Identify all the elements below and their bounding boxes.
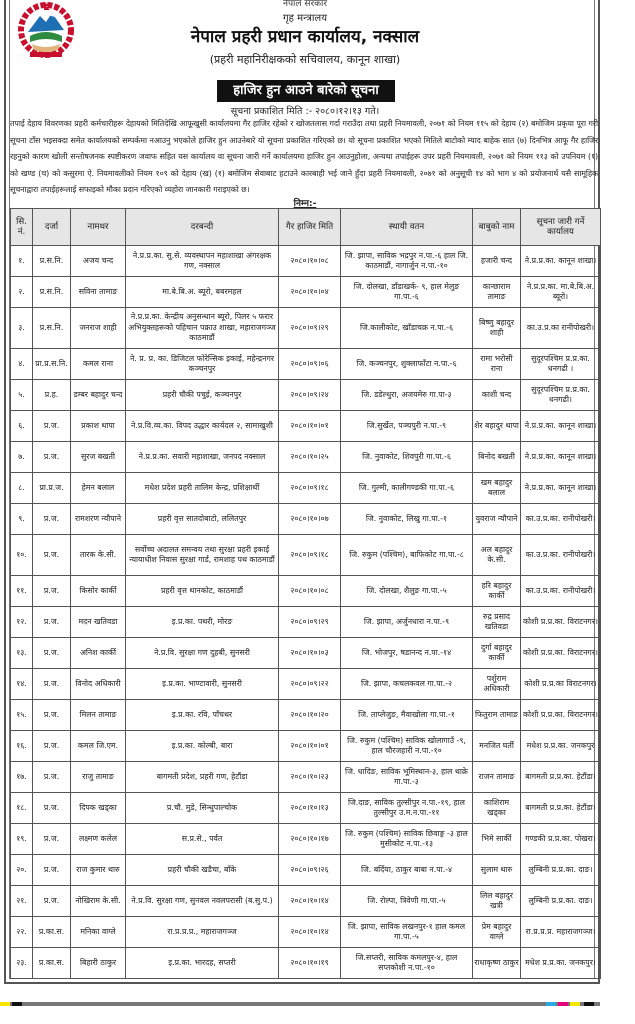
cell-rank: प्र.स.नि. — [33, 246, 71, 277]
cell-issuing-office: ने.प्र.प्र.का. कानून शाखा। — [521, 442, 601, 473]
table-row — [11, 948, 601, 979]
cell-issuing-office: कोशी प्र.प्र.का विराटनगर। — [521, 669, 601, 700]
cell-rank: प्र.ज. — [33, 607, 71, 638]
cell-father-name: रुद्र प्रसाद खतिवडा — [473, 607, 521, 638]
cell-serial: २२. — [11, 917, 33, 948]
print-mark — [546, 1002, 556, 1006]
cell-issuing-office: ने.प्र.प्र.का. कानून शाखा। — [521, 246, 601, 277]
list-heading: निम्न:- — [293, 199, 317, 209]
cell-name: किसोर कार्की — [71, 576, 126, 607]
cell-issuing-office: कोशी प्र.प्र.का. विराटनगर। — [521, 607, 601, 638]
cell-rank: प्र.का.स. — [33, 948, 71, 979]
cell-serial: १८. — [11, 793, 33, 824]
cell-father-name: मनजित घर्ती — [473, 731, 521, 762]
cell-permanent-address: जि.सप्तरी, साविक कमलपुर-४, हाल सप्तकोशी न.पा.-१० — [341, 948, 473, 979]
cell-posting: प्रहरी चौकी खडैचा, बाँके — [126, 855, 279, 886]
cell-rank: प्र.स.नि. — [33, 277, 71, 308]
cell-absent-date: २०८०।१०।०१ — [279, 411, 341, 442]
cell-father-name: प्रेम बहादुर वाग्ले — [473, 917, 521, 948]
cell-issuing-office: का.उ.प्र.का. रानीपोखरी। — [521, 576, 601, 607]
cell-father-name: दुर्गा बहादुर कार्की — [473, 638, 521, 669]
cell-name: जनराज शाही — [71, 308, 126, 349]
cell-rank: प्र.ज. — [33, 886, 71, 917]
cell-name: मिलन तामाङ — [71, 700, 126, 731]
table-row — [11, 277, 601, 308]
cell-absent-date: २०८०।१०।१७ — [279, 824, 341, 855]
cell-posting: प्रहरी वृत्त थानकोट, काठमाडौं — [126, 576, 279, 607]
cell-father-name: लिल बहादुर खत्री — [473, 886, 521, 917]
publish-date: सूचना प्रकाशित मिति :- २०८०।१२।१३ गते। — [230, 106, 380, 117]
cell-issuing-office: कोशी प्र.प्र.का. विराटनगर। — [521, 700, 601, 731]
cell-rank: प्र.ज. — [33, 504, 71, 535]
cell-father-name: काशी चन्द — [473, 380, 521, 411]
notice-title: हाजिर हुन आउने बारेको सूचना — [217, 80, 395, 102]
cell-permanent-address: जि. कञ्चनपुर, शुक्लाफाँटा न.पा.-६ — [341, 349, 473, 380]
cell-rank: प्र.ज. — [33, 442, 71, 473]
cell-rank: प्र.ज. — [33, 855, 71, 886]
cell-serial: २. — [11, 277, 33, 308]
cell-permanent-address: जि.कालीकोट, खाँडाचक्र न.पा.-६ — [341, 308, 473, 349]
cell-serial: २३. — [11, 948, 33, 979]
cell-rank: प्र.ह. — [33, 380, 71, 411]
table-row — [11, 917, 601, 948]
cell-name: लक्ष्मण कलेल — [71, 824, 126, 855]
cell-name: प्रकाश थापा — [71, 411, 126, 442]
cell-rank: प्र.ज. — [33, 793, 71, 824]
cell-absent-date: २०८०।०९।२२ — [279, 669, 341, 700]
cell-father-name: हजारी चन्द — [473, 246, 521, 277]
cell-name: रामशरण न्यौपाने — [71, 504, 126, 535]
cell-absent-date: २०८०।१०।०७ — [279, 504, 341, 535]
table-row — [11, 442, 601, 473]
col-rank: दर्जा — [33, 209, 71, 246]
cell-serial: १२. — [11, 607, 33, 638]
cell-rank: प्र.ज. — [33, 576, 71, 607]
cell-issuing-office: लुम्बिनी प्र.प्र.का. दाङ। — [521, 855, 601, 886]
cell-posting: बागमती प्रदेश, प्रहरी गण, हेटौंडा — [126, 762, 279, 793]
cell-father-name: राजन तामाङ — [473, 762, 521, 793]
cell-posting: प्रहरी वृत्त सातदोबाटो, ललितपुर — [126, 504, 279, 535]
cell-name: दिपक खड्का — [71, 793, 126, 824]
cell-absent-date: २०८०।०९।२९ — [279, 607, 341, 638]
cell-father-name: खम बहादुर बलाल — [473, 473, 521, 504]
table-row — [11, 308, 601, 349]
cell-permanent-address: जि. रुकुम (पश्चिम) साविक छिवाङ्ग -३ हाल मुसीकोट न.पा.-१३ — [341, 824, 473, 855]
table-row — [11, 380, 601, 411]
cell-rank: प्रा.प्र.स.नि. — [33, 349, 71, 380]
cell-father-name: युवराज न्यौपाने — [473, 504, 521, 535]
cell-permanent-address: जि.सुर्खेत, पञ्चपुरी न.पा.-९ — [341, 411, 473, 442]
cell-issuing-office: कोशी प्र.प्र.का. विराटनगर। — [521, 638, 601, 669]
cell-name: राजु तामाङ — [71, 762, 126, 793]
print-mark — [0, 1002, 10, 1006]
cell-name: डम्बर बहादुर चन्द — [71, 380, 126, 411]
print-mark — [570, 1002, 580, 1006]
cell-father-name: बिनोद बखती — [473, 442, 521, 473]
cell-absent-date: २०८०।१०।१४ — [279, 917, 341, 948]
col-name: नामथर — [71, 209, 126, 246]
cell-serial: २०. — [11, 855, 33, 886]
cell-permanent-address: जि. गुल्मी, कालीगण्डकी गा.पा.-६ — [341, 473, 473, 504]
cell-father-name: पर्शुराम अधिकारी — [473, 669, 521, 700]
cell-absent-date: २०८०।१०।१३ — [279, 793, 341, 824]
cell-posting: प्रहरी चौकी पचुई, कञ्चनपुर — [126, 380, 279, 411]
cell-rank: प्र.ज. — [33, 762, 71, 793]
cell-name: राज कुमार थारु — [71, 855, 126, 886]
table-row — [11, 504, 601, 535]
cell-rank: प्रा.प्र.ज. — [33, 473, 71, 504]
col-permanent-address: स्थायी वतन — [341, 209, 473, 246]
cell-absent-date: २०८०।१०।२० — [279, 700, 341, 731]
cell-rank: प्र.स.नि. — [33, 308, 71, 349]
table-row — [11, 576, 601, 607]
cell-posting: इ.प्र.का. भारदह, सप्तरी — [126, 948, 279, 979]
cell-father-name: काशिराम खड्का — [473, 793, 521, 824]
cell-father-name: फितुराम तामाङ — [473, 700, 521, 731]
print-mark — [584, 1002, 594, 1006]
cell-rank: प्र.ज. — [33, 411, 71, 442]
cell-posting: ने.प्र.वि. सुरक्षा गण, सुनवल नवलपरासी (ब.सु.प.) — [126, 886, 279, 917]
cell-name: अनिश कार्की — [71, 638, 126, 669]
cell-absent-date: २०८०।१०।०४ — [279, 277, 341, 308]
cell-serial: १६. — [11, 731, 33, 762]
ministry-label: गृह मन्त्रालय — [282, 13, 328, 24]
table-row — [11, 473, 601, 504]
cell-issuing-office: बागमती प्र.प्र.का. हेटौंडा। — [521, 793, 601, 824]
cell-serial: १३. — [11, 638, 33, 669]
cell-absent-date: २०८०।१०।१९ — [279, 948, 341, 979]
print-mark — [558, 1002, 568, 1006]
cell-absent-date: २०८०।१०।२५ — [279, 442, 341, 473]
cell-posting: ने.प्र.प्र.का. सु.से. व्यवस्थापन महाशाखा अंगरक्षक गण, नक्साल — [126, 246, 279, 277]
cell-posting: सर्वोच्च अदालत समन्वय तथा सुरक्षा प्रहरी इकाई न्यायाधीश निवास सुरक्षा गार्ड, रामशाह पथ काठमाडौं — [126, 535, 279, 576]
cell-posting: इ.प्र.का. भाण्टावारी, सुनसरी — [126, 669, 279, 700]
table-row — [11, 731, 601, 762]
cell-issuing-office: का.उ.प्र.का. रानीपोखरी। — [521, 535, 601, 576]
cell-permanent-address: जि. बर्दिया, ठाकुर बाबा न.पा.-४ — [341, 855, 473, 886]
cell-name: हेमन बलाल — [71, 473, 126, 504]
cell-father-name: अल बहादुर के.सी. — [473, 535, 521, 576]
cell-permanent-address: जि. रोल्पा, त्रिवेणी गा.पा.-५ — [341, 886, 473, 917]
cell-issuing-office: बागमती प्र.प्र.का. हेटौंडा। — [521, 762, 601, 793]
cell-absent-date: २०८०।१०।२३ — [279, 762, 341, 793]
cell-serial: ५. — [11, 380, 33, 411]
cell-name: कमल जि.एम. — [71, 731, 126, 762]
table-row — [11, 855, 601, 886]
cell-issuing-office: मधेश प्र.प्र.का. जनकपुर — [521, 731, 601, 762]
cell-name: मनिका वाग्ले — [71, 917, 126, 948]
col-posting: दरबन्दी — [126, 209, 279, 246]
cell-issuing-office: सुदूरपश्चिम प्र.प्र.का. धनगढी । — [521, 349, 601, 380]
cell-permanent-address: जि. नुवाकोट, लिखु गा.पा.-१ — [341, 504, 473, 535]
cell-issuing-office: का.उ.प्र.का. रानीपोखरी। — [521, 504, 601, 535]
cell-issuing-office: सुदूरपश्चिम प्र.प्र.का. धनगढी। — [521, 380, 601, 411]
print-rule — [4, 1002, 600, 1006]
print-mark — [12, 1002, 22, 1006]
table-row — [11, 246, 601, 277]
col-absent-date: गैर हाजिर मिति — [279, 209, 341, 246]
cell-rank: प्र.ज. — [33, 669, 71, 700]
cell-name: अजय चन्द — [71, 246, 126, 277]
cell-serial: १५. — [11, 700, 33, 731]
cell-father-name: सुलाम थारु — [473, 855, 521, 886]
cell-father-name: शेर बहादुर थापा — [473, 411, 521, 442]
cell-name: कमल राना — [71, 349, 126, 380]
cell-father-name: हरि बहादुर कार्की — [473, 576, 521, 607]
cell-rank: प्र.ज. — [33, 731, 71, 762]
cell-permanent-address: जि. दोलखा, शैलुङ गा.पा.-५ — [341, 576, 473, 607]
cell-posting: मधेश प्रदेश प्रहरी तालिम केन्द्र, प्रशिक्षार्थी — [126, 473, 279, 504]
col-issuing-office: सूचना जारी गर्ने कार्यालय — [521, 209, 601, 246]
cell-permanent-address: जि. ताप्लेजुङ, मैवाखोला गा.पा.-१ — [341, 700, 473, 731]
table-row — [11, 762, 601, 793]
cell-issuing-office: रा.प्र.प्र.प्र. महाराजगञ्ज। — [521, 917, 601, 948]
cell-permanent-address: जि. डडेल्धुरा, अजयमेरु गा.पा-३ — [341, 380, 473, 411]
table-row — [11, 411, 601, 442]
cell-permanent-address: जि.दाङ, साविक तुल्सीपुर न.पा.-१९, हाल तुल्सीपुर उ.म.न.पा.-११ — [341, 793, 473, 824]
cell-absent-date: २०८०।१०।०८ — [279, 246, 341, 277]
cell-permanent-address: जि. झापा, अर्जुनधारा न.पा.-९ — [341, 607, 473, 638]
col-father-name: बाबुको नाम — [473, 209, 521, 246]
cell-rank: प्र.का.स. — [33, 917, 71, 948]
cell-serial: ४. — [11, 349, 33, 380]
table-row — [11, 700, 601, 731]
cell-name: विनोद अधिकारी — [71, 669, 126, 700]
cell-name: मदन खतिवडा — [71, 607, 126, 638]
cell-permanent-address: जि. झापा, साविक भद्रपुर न.पा.-६ हाल जि. काठमाडौं, नागार्जुन न.पा.-१० — [341, 246, 473, 277]
cell-name: सविना तामाङ — [71, 277, 126, 308]
cell-posting: ने. प्र. प्र. का. डिजिटल फोरेन्सिक इकाई, महेन्द्रनगर कञ्चनपुर — [126, 349, 279, 380]
cell-issuing-office: लुम्बिनी प्र.प्र.का. दाङ। — [521, 886, 601, 917]
cell-issuing-office: मधेश प्र.प्र.का. जनकपुर। — [521, 948, 601, 979]
cell-serial: १४. — [11, 669, 33, 700]
cell-rank: प्र.ज. — [33, 535, 71, 576]
cell-absent-date: २०८०।०९।२९ — [279, 308, 341, 349]
cell-serial: ३. — [11, 308, 33, 349]
table-header-row — [11, 209, 601, 246]
cell-father-name: रामा भरोसी राना — [473, 349, 521, 380]
government-label: नेपाल सरकार — [282, 0, 328, 9]
cell-permanent-address: जि. दोलखा, डाँडाखर्क- ९, हाल मेलुङ गा.पा.-६ — [341, 277, 473, 308]
cell-name: तारक के.सी. — [71, 535, 126, 576]
cell-serial: १. — [11, 246, 33, 277]
cell-absent-date: २०८०।०९।०६ — [279, 349, 341, 380]
cell-posting: इ.प्र.का. रवि, पाँचथर — [126, 700, 279, 731]
cell-posting: रा.प्र.प्र.प्र., महाराजगञ्ज — [126, 917, 279, 948]
cell-permanent-address: जि. झापा, कचलकवल गा.पा.-२ — [341, 669, 473, 700]
table-row — [11, 535, 601, 576]
cell-serial: १९. — [11, 824, 33, 855]
cell-absent-date: २०८०।०९।१८ — [279, 473, 341, 504]
office-title: नेपाल प्रहरी प्रधान कार्यालय, नक्साल — [190, 27, 420, 47]
cell-serial: ११. — [11, 576, 33, 607]
cell-permanent-address: जि. भोजपुर, षडानन्द न.पा.-१४ — [341, 638, 473, 669]
cell-absent-date: २०८०।१०।१४ — [279, 886, 341, 917]
cell-absent-date: २०८०।०९।२६ — [279, 855, 341, 886]
absentee-table — [10, 208, 601, 979]
cell-serial: ७. — [11, 442, 33, 473]
cell-name: नोखिराम के.सी. — [71, 886, 126, 917]
notice-body: तपाई देहाय विवरणका प्रहरी कर्मचारीहरू देहायको मितिदेखि आफूखुसी कार्यालयमा गैर हाजिर रहेको र खोजतलास गर्दा गराउँदा तथा प्रहरी नियमावली, २०७१ को नियम ११५ को देहाय (२) बमोजिम प्रकृया पूरा गरी सूचना टाँस भइसक्दा समेत कार्यालयको सम्पर्कमा नआउनु भएकोले हाजिर हुन आउनेबारे यो सूचना प्रकाशित गरिएको छ। यो सूचना प्रकाशित भएको मितिले बाटोको म्याद बाहेक सात (७) दिनभित्र आफू गैर हाजिर रहनुको कारण खोली सन्तोषजनक स्पष्टीकरण जवाफ सहित यस कार्यालय वा सूचना जारी गर्ने कार्यालयमा हाजिर हुन आउनुहोला, अन्यथा तपाईहरू उपर प्रहरी नियमावली, २०७१ को नियम ११३ को उपनियम (१) को खण्ड (च) को कसुरमा ऐ. नियमावलीको नियम १०९ को देहाय (ख) (१) बमोजिम सेवाबाट हटाउने कारबाही भई जाने हुँदा प्रहरी नियमावली, २०७१ को अनुसूची १४ को भाग ४ को प्रयोजनार्थ यसै सामूहिक सूचनाद्वारा तपाईहरूलाई सफाइको मौका प्रदान गरिएको व्यहोरा जानकारी गराइएको छ। — [10, 119, 598, 194]
col-serial: सि. नं. — [11, 209, 33, 246]
cell-absent-date: २०८०।०९।१८ — [279, 535, 341, 576]
cell-posting: इ.प्र.का. पथरी, मोरङ — [126, 607, 279, 638]
cell-posting: ने.प्र.प्र.का. सवारी महाशाखा, जनपद नक्साल — [126, 442, 279, 473]
cell-issuing-office: ने.प्र.प्र.का. मा.बे.बि.अ. ब्यूरो। — [521, 277, 601, 308]
cell-absent-date: २०८०।१०।०३ — [279, 638, 341, 669]
cell-absent-date: २०८०।१०।०८ — [279, 576, 341, 607]
cell-permanent-address: जि. नुवाकोट, शिवपुरी गा.पा.-६ — [341, 442, 473, 473]
office-subtitle: (प्रहरी महानिरीक्षकको सचिवालय, कानून शाखा) — [209, 53, 401, 66]
cell-father-name: कान्छाराम तामाङ — [473, 277, 521, 308]
cell-father-name: भिमे सार्की — [473, 824, 521, 855]
cell-father-name: बिष्णु बहादुर शाही — [473, 308, 521, 349]
cell-rank: प्र.ज. — [33, 638, 71, 669]
cell-absent-date: २०८०।१०।०१ — [279, 731, 341, 762]
table-row — [11, 638, 601, 669]
cell-father-name: राधाकृष्ण ठाकुर — [473, 948, 521, 979]
table-row — [11, 793, 601, 824]
cell-permanent-address: जि. रुकुम (पश्चिम) साविक खोलागाउँ -९, हाल चौरजहारी न.पा.-१० — [341, 731, 473, 762]
cell-rank: प्र.ज. — [33, 700, 71, 731]
table-row — [11, 607, 601, 638]
cell-name: सुरज बखती — [71, 442, 126, 473]
cell-posting: ने.प्र.वि.व्य.का. विपद उद्धार कार्यदल २, सामाखुशी — [126, 411, 279, 442]
cell-posting: प्र.चौ. मुडे, सिन्धुपाल्चोक — [126, 793, 279, 824]
table-row — [11, 349, 601, 380]
cell-serial: १७. — [11, 762, 33, 793]
table-row — [11, 886, 601, 917]
table-row — [11, 669, 601, 700]
cell-posting: मा.बे.बि.अ. ब्यूरो, बबरमहल — [126, 277, 279, 308]
cell-issuing-office: गण्डकी प्र.प्र.का. पोखरा। — [521, 824, 601, 855]
cell-rank: प्र.ज. — [33, 824, 71, 855]
cell-serial: २१. — [11, 886, 33, 917]
cell-name: बिहारी ठाकुर — [71, 948, 126, 979]
cell-permanent-address: जि. रुकुम (पश्चिम), बाफिकोट गा.पा.-८ — [341, 535, 473, 576]
cell-posting: स.प्र.से., पर्वत — [126, 824, 279, 855]
cell-absent-date: २०८०।०९।२४ — [279, 380, 341, 411]
cell-posting: ने.प्र.वि. सुरक्षा गण दुहबी, सुनसरी — [126, 638, 279, 669]
cell-issuing-office: ने.प्र.प्र.का. कानून शाखा। — [521, 473, 601, 504]
cell-serial: ९. — [11, 504, 33, 535]
cell-issuing-office: का.उ.प्र.का रानीपोखरी। — [521, 308, 601, 349]
cell-issuing-office: ने.प्र.प्र.का. कानून शाखा। — [521, 411, 601, 442]
cell-serial: ८. — [11, 473, 33, 504]
cell-permanent-address: जि. झापा, साविक लखनपुर-१ हाल कमल गा.पा.-५ — [341, 917, 473, 948]
cell-posting: इ.प्र.का. कोल्बी, बारा — [126, 731, 279, 762]
cell-serial: ६. — [11, 411, 33, 442]
cell-serial: १०. — [11, 535, 33, 576]
cell-permanent-address: जि. धादिङ, साविक भूमिस्थान-३, हाल थाक्रे गा.पा.-३ — [341, 762, 473, 793]
cell-posting: ने.प्र.प्र.का. केन्द्रीय अनुसन्धान ब्यूरो, पिलर ५ फरार अभियुक्तहरूको पहिचान पक्राउ शाखा, महाराजगञ्ज काठमाडौं — [126, 308, 279, 349]
table-row — [11, 824, 601, 855]
